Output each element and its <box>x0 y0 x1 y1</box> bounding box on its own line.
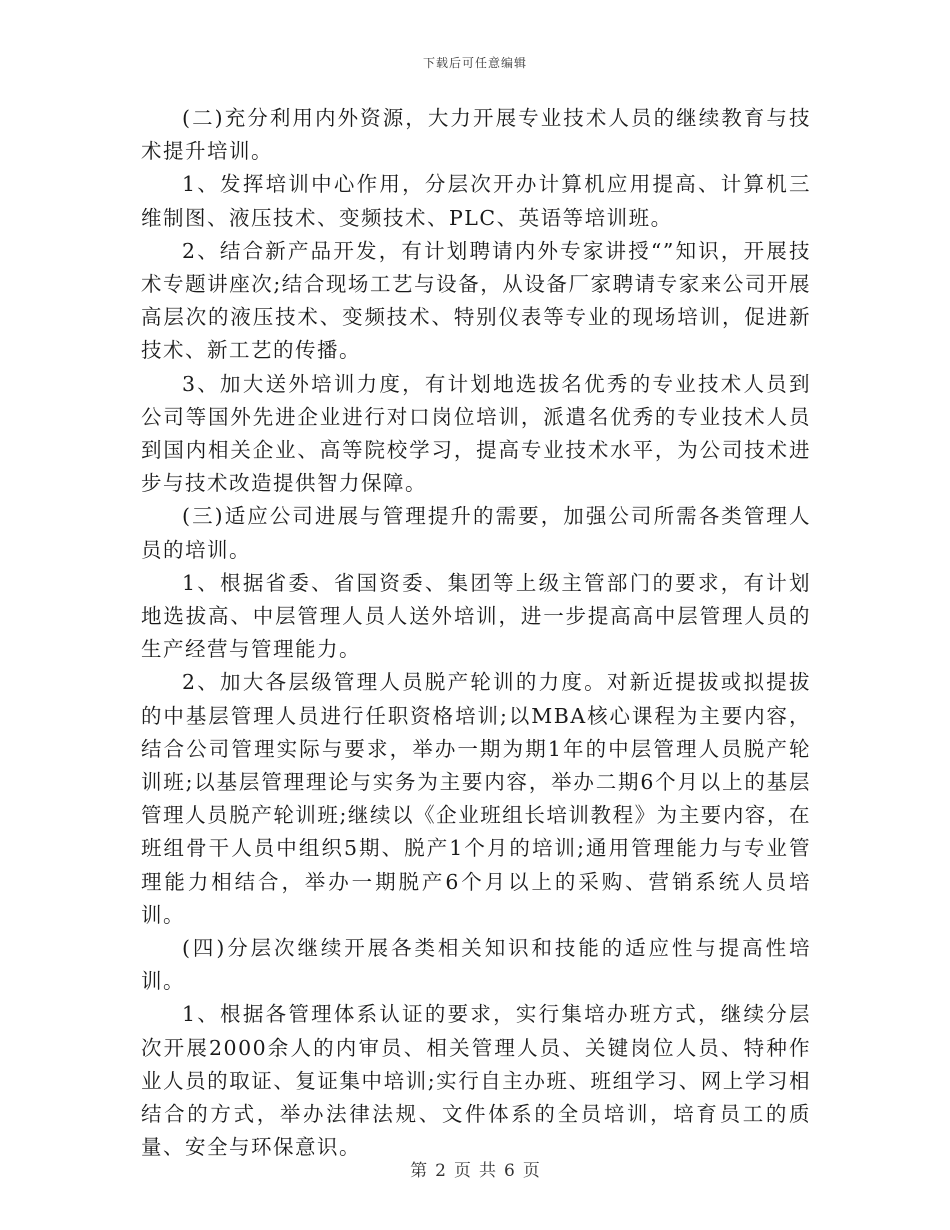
total-label: 共 <box>479 1161 496 1181</box>
current-page-number: 2 <box>435 1161 446 1181</box>
page-footer <box>0 1156 950 1181</box>
paragraph: (二)充分利用内外资源，大力开展专业技术人员的继续教育与技术提升培训。 <box>141 106 811 164</box>
document-body <box>141 102 811 1165</box>
total-page-count: 6 <box>504 1161 515 1181</box>
paragraph: 1、根据各管理体系认证的要求，实行集培办班方式，继续分层次开展2000余人的内审员、相关管理人员、关键岗位人员、特种作业人员的取证、复证集中培训;实行自主办班、班组学习、网上学习相结合的方式，举办法律法规、文件体系的全员培训，培育员工的质量、安全与环保意识。 <box>141 1002 811 1160</box>
paragraph: 2、加大各层级管理人员脱产轮训的力度。对新近提拔或拟提拔的中基层管理人员进行任职资格培训;以MBA核心课程为主要内容，结合公司管理实际与要求，举办一期为期1年的中层管理人员脱产轮训班;以基层管理理论与实务为主要内容，举办二期6个月以上的基层管理人员脱产轮训班;继续以《企业班组长培训教程》为主要内容，在班组骨干人员中组织5期、脱产1个月的培训;通用管理能力与专业管理能力相结合，举办一期脱产6个月以上的采购、营销系统人员培训。 <box>141 670 811 927</box>
paragraph: 3、加大送外培训力度，有计划地选拔名优秀的专业技术人员到公司等国外先进企业进行对口岗位培训，派遣名优秀的专业技术人员到国内相关企业、高等院校学习，提高专业技术水平，为公司技术进步与技术改造提供智力保障。 <box>141 371 811 496</box>
page-number-suffix: 页 <box>522 1161 540 1181</box>
paragraph: (三)适应公司进展与管理提升的需要，加强公司所需各类管理人员的培训。 <box>141 504 811 562</box>
page-number-prefix: 第 <box>410 1161 428 1181</box>
paragraph: 1、发挥培训中心作用，分层次开办计算机应用提高、计算机三维制图、液压技术、变频技术、PLC、英语等培训班。 <box>141 172 811 230</box>
page-header: 下载后可任意编辑 <box>422 56 527 70</box>
paragraph: (四)分层次继续开展各类相关知识和技能的适应性与提高性培训。 <box>141 936 811 994</box>
page-label: 页 <box>454 1161 471 1181</box>
paragraph: 1、根据省委、省国资委、集团等上级主管部门的要求，有计划地选拔高、中层管理人员人送外培训，进一步提高高中层管理人员的生产经营与管理能力。 <box>141 570 811 662</box>
paragraph: 2、结合新产品开发，有计划聘请内外专家讲授“”知识，开展技术专题讲座次;结合现场工艺与设备，从设备厂家聘请专家来公司开展高层次的液压技术、变频技术、特别仪表等专业的现场培训，促进新技术、新工艺的传播。 <box>141 238 811 363</box>
